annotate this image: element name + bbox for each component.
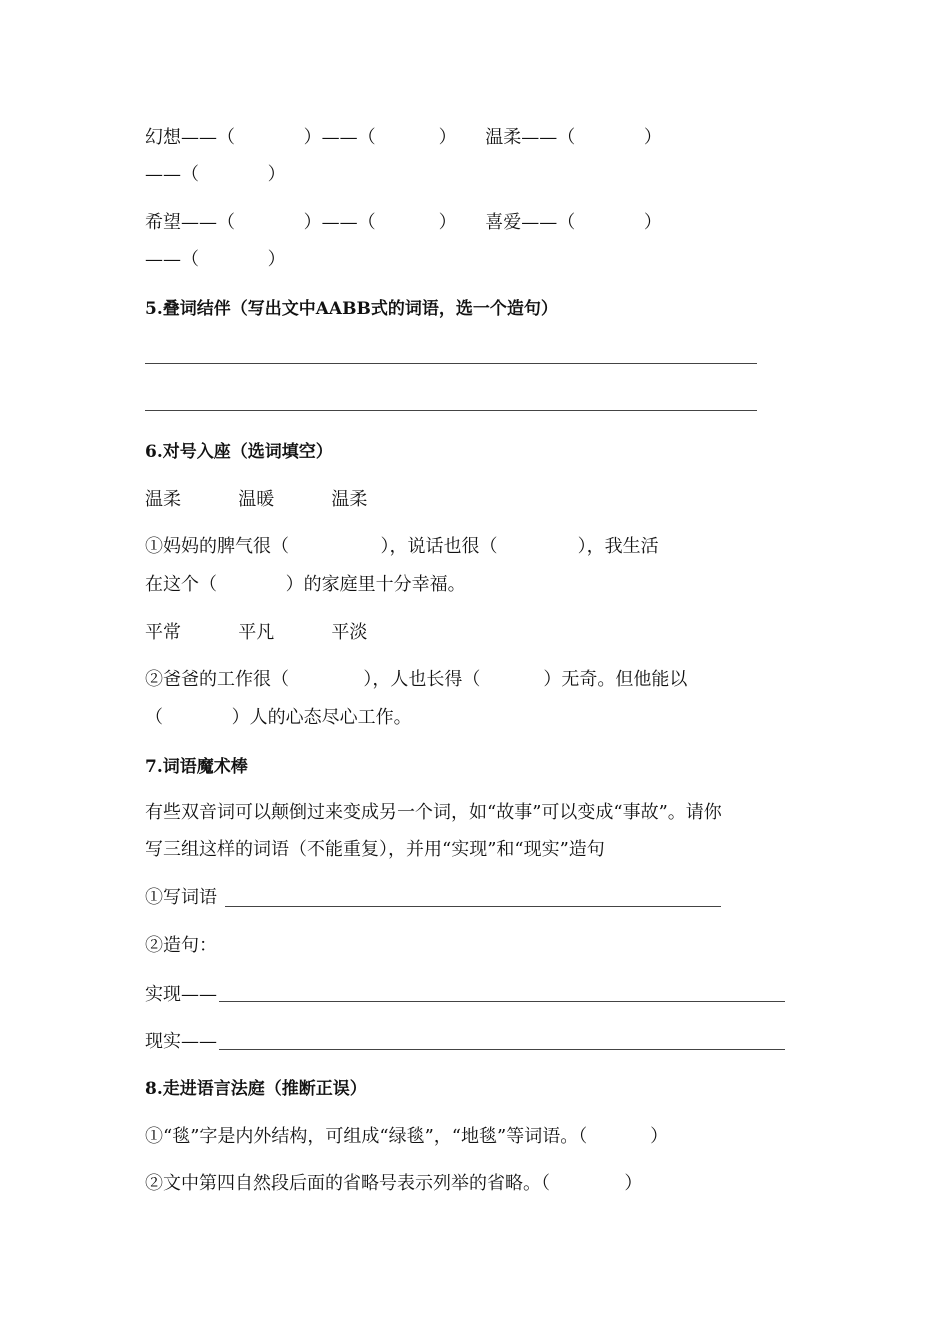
q4-row1b: ——（ ） — [145, 164, 286, 185]
q7-xianshi-label: 现实—— — [145, 1031, 217, 1052]
q6-sentence-1b: 在这个（ ）的家庭里十分幸福。 — [145, 574, 466, 595]
q7-intro-1: 有些双音词可以颠倒过来变成另一个词，如“故事”可以变成“事故”。请你 — [145, 802, 722, 823]
q8-item-1: ①“毯”字是内外结构，可组成“绿毯”，“地毯”等词语。（ ） — [145, 1126, 669, 1147]
q6-sentence-1a: ①妈妈的脾气很（ ），说话也很（ ），我生活 — [145, 536, 659, 557]
q4-row1a: 幻想——（ ）——（ ） 温柔——（ ） — [145, 127, 662, 148]
q6-heading: 6.对号入座（选词填空） — [145, 442, 333, 462]
q6-sentence-2b: （ ）人的心态尽心工作。 — [145, 707, 412, 728]
q5-answer-line-2[interactable] — [145, 410, 757, 411]
q5-answer-line-1[interactable] — [145, 363, 757, 364]
q4-row2a: 希望——（ ）——（ ） 喜爱——（ ） — [145, 212, 662, 233]
q5-heading: 5.叠词结伴（写出文中AABB式的词语，选一个造句） — [145, 299, 558, 319]
q7-write-words-label: ①写词语 — [145, 887, 217, 908]
q6-word-options-2: 平常 平凡 平淡 — [145, 622, 368, 643]
q6-sentence-2a: ②爸爸的工作很（ ），人也长得（ ）无奇。但他能以 — [145, 669, 688, 690]
q6-word-options-1: 温柔 温暖 温柔 — [145, 489, 368, 510]
q8-heading: 8.走进语言法庭（推断正误） — [145, 1079, 367, 1099]
q7-heading: 7.词语魔术棒 — [145, 757, 248, 777]
q7-shixian-label: 实现—— — [145, 984, 217, 1005]
q4-row2b: ——（ ） — [145, 249, 286, 270]
q7-intro-2: 写三组这样的词语（不能重复），并用“实现”和“现实”造句 — [145, 839, 605, 860]
q8-item-2: ②文中第四自然段后面的省略号表示列举的省略。（ ） — [145, 1173, 643, 1194]
q7-write-words-line[interactable] — [225, 906, 721, 907]
q7-make-sentence-label: ②造句： — [145, 935, 217, 956]
q7-shixian-line[interactable] — [219, 1001, 785, 1002]
q7-xianshi-line[interactable] — [219, 1049, 785, 1050]
